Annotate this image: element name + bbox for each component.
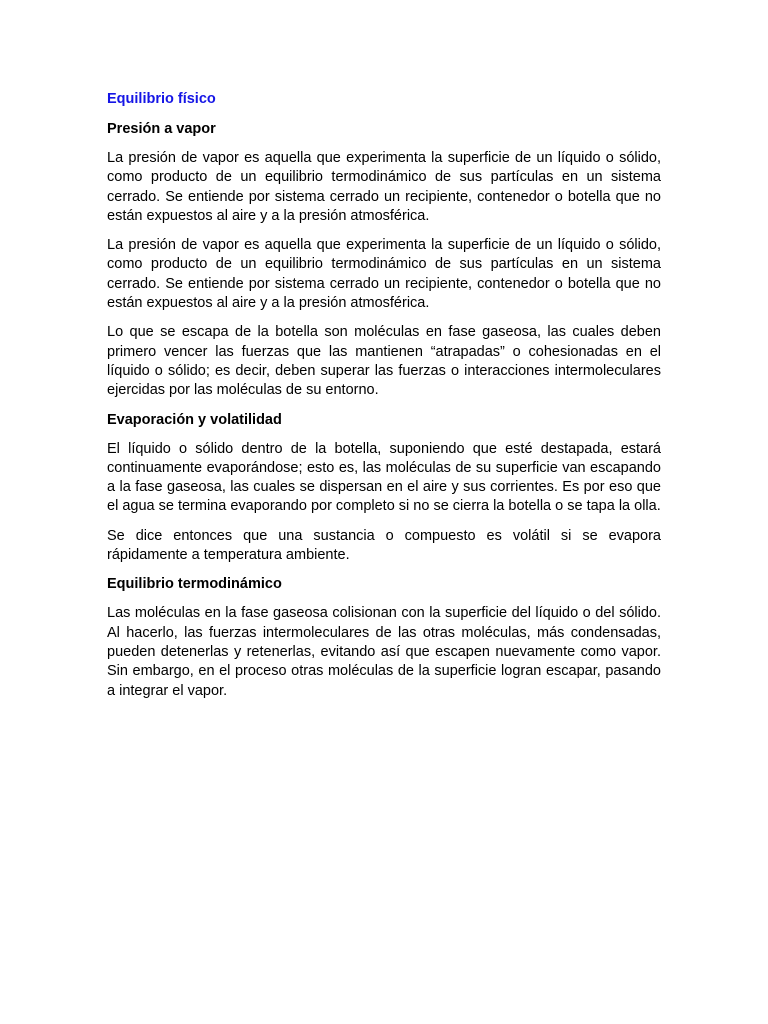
paragraph: La presión de vapor es aquella que experimenta la superficie de un líquido o sólido, como producto de un equilibrio termodinámico de sus partículas en un sistema cerrado. Se entiende por sistema cerrado un recipiente, contenedor o botella que no están expuestos al aire y a la presión atmosférica. bbox=[107, 237, 661, 312]
paragraph: El líquido o sólido dentro de la botella, suponiendo que esté destapada, estará continuamente evaporándose; esto es, las moléculas de su superficie van escapando a la fase gaseosa, las cuales se dispersan en el aire y sus corrientes. Es por eso que el agua se termina evaporando por completo si no se cierra la botella o se tapa la olla. bbox=[107, 440, 661, 515]
section-heading: Presión a vapor bbox=[107, 121, 216, 137]
paragraph: La presión de vapor es aquella que experimenta la superficie de un líquido o sólido, como producto de un equilibrio termodinámico de sus partículas en un sistema cerrado. Se entiende por sistema cerrado un recipiente, contenedor o botella que no están expuestos al aire y a la presión atmosférica. bbox=[107, 150, 661, 224]
paragraph: Lo que se escapa de la botella son moléculas en fase gaseosa, las cuales deben primero vencer las fuerzas que las mantienen “atrapadas” o cohesionadas en el líquido o sólido; es decir, deben superar las fuerzas o interacciones intermoleculares ejercidas por las moléculas de su entorno. bbox=[107, 324, 661, 399]
section-heading: Evaporación y volatilidad bbox=[107, 411, 282, 428]
section-evaporacion-y-volatilidad bbox=[107, 411, 661, 566]
document-title: Equilibrio físico bbox=[107, 91, 216, 107]
section-heading: Equilibrio termodinámico bbox=[107, 576, 282, 593]
section-equilibrio-termodinamico bbox=[107, 575, 661, 700]
section-presion-a-vapor bbox=[107, 120, 661, 401]
paragraph: Las moléculas en la fase gaseosa colisionan con la superficie del líquido o del sólido. Al hacerlo, las fuerzas intermoleculares de las otras moléculas, más condensadas, pueden detenerlas y retenerlas, evitando así que escapen nuevamente como vapor. Sin embargo, en el proceso otras moléculas de la superficie logran escapar, pasando a integrar el vapor. bbox=[107, 605, 661, 699]
paragraph: Se dice entonces que una sustancia o compuesto es volátil si se evapora rápidamente a temperatura ambiente. bbox=[107, 527, 661, 564]
document-page bbox=[107, 90, 661, 711]
